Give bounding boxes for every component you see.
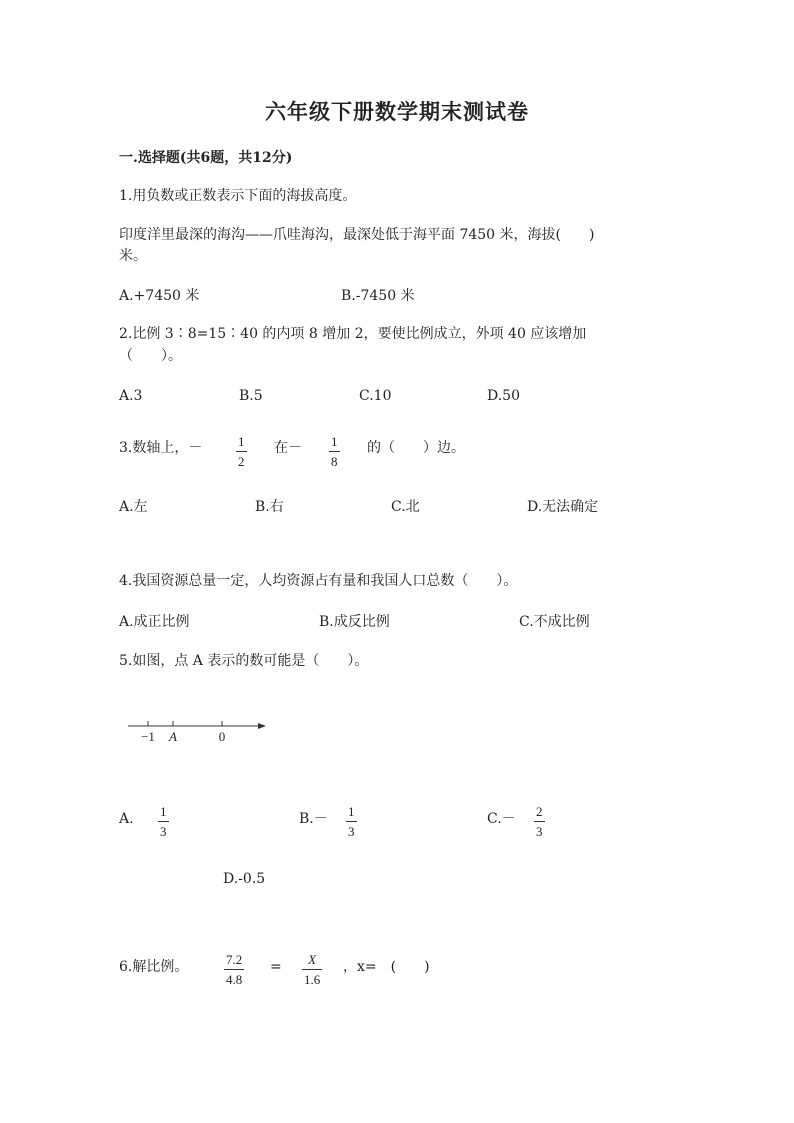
q2-text-line2: （ ）。 [119, 348, 182, 364]
q5-option-c-label: C.－ [487, 811, 516, 827]
q1-option-a[interactable]: A.+7450 米 [119, 288, 200, 304]
fraction-bar [236, 451, 247, 452]
q2-option-a[interactable]: A.3 [119, 388, 143, 404]
fraction-numerator: 1 [348, 804, 355, 819]
fraction-denominator: 1.6 [304, 972, 321, 987]
q3-option-a[interactable]: A.左 [119, 499, 148, 515]
q2-option-b[interactable]: B.5 [239, 388, 263, 404]
q2-option-c[interactable]: C.10 [359, 388, 392, 404]
q4-stem: 4.我国资源总量一定，人均资源占有量和我国人口总数（ ）。 [119, 573, 518, 589]
q1-stem: 1.用负数或正数表示下面的海拔高度。 [119, 188, 357, 204]
q5-stem: 5.如图，点 A 表示的数可能是（ ）。 [119, 653, 369, 669]
fraction-bar [302, 969, 322, 970]
q3-middle: 在－ [274, 440, 302, 456]
fraction-denominator: 2 [238, 454, 245, 469]
q6-fraction-1 [224, 952, 244, 987]
page-title: 六年级下册数学期末测试卷 [265, 99, 529, 124]
fraction-bar [346, 821, 357, 822]
q3-fraction-2 [329, 434, 340, 469]
fraction-bar [534, 821, 545, 822]
fraction-bar [329, 451, 340, 452]
q5-option-d[interactable]: D.-0.5 [223, 871, 266, 887]
q3-option-d[interactable]: D.无法确定 [527, 499, 599, 515]
q5-option-c-fraction [534, 804, 545, 839]
fraction-denominator: 3 [536, 824, 543, 839]
q4-option-b[interactable]: B.成反比例 [319, 614, 390, 630]
q6-suffix[interactable]: ，x= ( ) [343, 959, 430, 975]
fraction-denominator: 4.8 [226, 972, 243, 987]
section-heading: 一.选择题(共6题，共12分) [119, 150, 293, 166]
q3-option-c[interactable]: C.北 [391, 499, 420, 515]
q5-option-a-fraction [158, 804, 169, 839]
label-a: A [169, 729, 177, 744]
number-line-arrow [258, 723, 266, 729]
fraction-numerator: 1 [331, 434, 338, 449]
q5-option-b-label: B.－ [299, 811, 328, 827]
q3-fraction-1 [236, 434, 247, 469]
q4-option-c[interactable]: C.不成比例 [519, 614, 590, 630]
q2-text-line1: 2.比例 3∶8=15∶40 的内项 8 增加 2，要使比例成立，外项 40 应该增加 [119, 326, 587, 342]
q2-option-d[interactable]: D.50 [487, 388, 520, 404]
fraction-numerator: 2 [536, 804, 543, 819]
q3-suffix: 的（ ）边。 [367, 440, 465, 456]
fraction-denominator: 8 [331, 454, 338, 469]
q1-text-line1: 印度洋里最深的海沟——爪哇海沟，最深处低于海平面 7450 米，海拔( ) [119, 227, 595, 243]
fraction-numerator: 1 [238, 434, 245, 449]
q3-option-b[interactable]: B.右 [255, 499, 284, 515]
fraction-numerator: 1 [160, 804, 167, 819]
label-zero: 0 [218, 729, 226, 744]
q3-prefix: 3.数轴上，－ [119, 440, 203, 456]
fraction-bar [224, 969, 244, 970]
q6-equals: = [270, 959, 282, 975]
q5-option-b-fraction [346, 804, 357, 839]
fraction-denominator: 3 [348, 824, 355, 839]
q1-text-line2: 米。 [119, 248, 147, 264]
fraction-denominator: 3 [160, 824, 167, 839]
fraction-numerator: X [308, 952, 317, 967]
fraction-numerator: 7.2 [226, 952, 243, 967]
q6-prefix: 6.解比例。 [119, 959, 189, 975]
number-line-figure [122, 714, 282, 750]
label-minus-one: −1 [141, 729, 155, 744]
q5-option-a-label: A. [119, 811, 134, 827]
q6-fraction-2 [302, 952, 322, 987]
fraction-bar [158, 821, 169, 822]
q4-option-a[interactable]: A.成正比例 [119, 614, 190, 630]
q1-option-b[interactable]: B.-7450 米 [341, 288, 415, 304]
